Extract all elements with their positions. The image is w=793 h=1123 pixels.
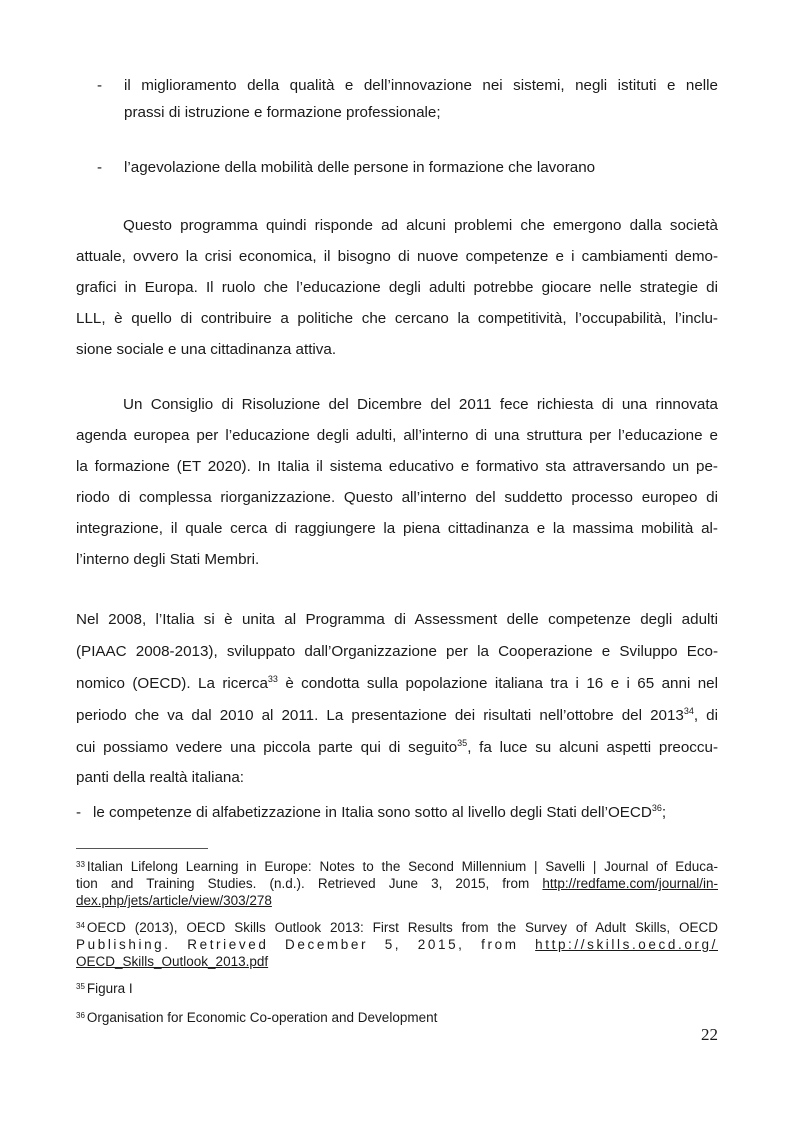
paragraph-line: riodo di complessa riorganizzazione. Questo all’interno del suddetto processo europeo di	[76, 489, 718, 506]
text-run: nomico (OECD). La ricerca	[76, 675, 268, 692]
footnote-separator	[76, 848, 208, 849]
paragraph-line: la formazione (ET 2020). In Italia il sistema educativo e formativo sta attraversando un pe-	[76, 458, 718, 475]
bullet-dash: -	[97, 77, 103, 94]
footnote-link[interactable]: OECD_Skills_Outlook_2013.pdf	[76, 954, 269, 969]
footnote-mark: 35	[76, 982, 85, 991]
footnote-line	[76, 875, 718, 892]
text-run: le competenze di alfabetizzazione in Italia sono sotto al livello degli Stati dell’OECD	[93, 804, 652, 821]
paragraph-line	[76, 700, 718, 732]
footnote-line	[76, 936, 718, 953]
bullet-line: il miglioramento della qualità e dell’innovazione nei sistemi, negli istituti e nelle	[124, 77, 718, 94]
bullet-line: l’agevolazione della mobilità delle persone in formazione che lavorano	[124, 159, 596, 176]
bullet-dash: -	[76, 804, 82, 821]
footnote-mark: 34	[76, 921, 85, 930]
text-run: , fa luce su alcuni aspetti preoccu-	[467, 739, 718, 756]
paragraph-line: grafici in Europa. Il ruolo che l’educazione degli adulti potrebbe giocare nelle strategie di	[76, 279, 718, 296]
footnote-link[interactable]: dex.php/jets/article/view/303/278	[76, 893, 272, 908]
paragraph-line: integrazione, il quale cerca di raggiungere la piena cittadinanza e la massima mobilità al-	[76, 520, 718, 537]
footnote-36	[76, 1009, 718, 1026]
footnote-mark: 36	[76, 1011, 85, 1020]
text-run: periodo che va dal 2010 al 2011. La presentazione dei risultati nell’ottobre del 2013	[76, 707, 684, 724]
footnote-link[interactable]: http://redfame.com/journal/in-	[542, 876, 718, 891]
footnote-33	[76, 858, 718, 875]
paragraph-line: sione sociale e una cittadinanza attiva.	[76, 341, 337, 358]
page-number: 22	[701, 1025, 718, 1044]
footnote-34	[76, 919, 718, 936]
bullet-line: prassi di istruzione e formazione professionale;	[124, 104, 441, 121]
footnote-mark: 33	[76, 860, 85, 869]
footnote-line	[76, 953, 718, 970]
footnote-text: tion and Training Studies. (n.d.). Retrieved June 3, 2015, from	[76, 876, 543, 891]
footnote-ref: 33	[267, 674, 278, 684]
paragraph-line	[76, 668, 718, 700]
paragraph-line: Questo programma quindi risponde ad alcuni problemi che emergono dalla società	[123, 217, 718, 234]
text-run: , di	[693, 707, 718, 724]
footnote-text: Figura I	[86, 981, 133, 996]
paragraph-line	[76, 732, 718, 764]
footnote-line	[76, 892, 718, 909]
footnote-text: Italian Lifelong Learning in Europe: Notes to the Second Millennium | Savelli | Journal of Educa-	[86, 859, 718, 874]
footnote-text: OECD (2013), OECD Skills Outlook 2013: First Results from the Survey of Adult Skills, OECD	[86, 920, 718, 935]
paragraph-line: LLL, è quello di contribuire a politiche che cercano la competitività, l’occupabilità, l’inclu-	[76, 310, 718, 327]
paragraph-line: panti della realtà italiana:	[76, 769, 245, 786]
paragraph-line: agenda europea per l’educazione degli adulti, all’interno di una struttura per l’educazione e	[76, 427, 718, 444]
text-run: ;	[661, 804, 667, 821]
text-run: è condotta sulla popolazione italiana tra i 16 e i 65 anni nel	[277, 675, 718, 692]
footnote-ref: 36	[651, 803, 662, 813]
paragraph-line: Nel 2008, l’Italia si è unita al Programma di Assessment delle competenze degli adulti	[76, 611, 718, 628]
footnote-ref: 34	[683, 706, 694, 716]
bullet-dash: -	[97, 159, 103, 176]
bullet-line	[93, 797, 718, 829]
paragraph-line: Un Consiglio di Risoluzione del Dicembre del 2011 fece richiesta di una rinnovata	[123, 396, 718, 413]
footnote-text: Publishing. Retrieved December 5, 2015, from	[76, 937, 536, 952]
footnote-35	[76, 980, 718, 997]
paragraph-line: attuale, ovvero la crisi economica, il bisogno di nuove competenze e i cambiamenti demo-	[76, 248, 718, 265]
text-run: cui possiamo vedere una piccola parte qui di seguito	[76, 739, 458, 756]
footnote-text: Organisation for Economic Co-operation and Development	[86, 1010, 438, 1025]
footnote-ref: 35	[457, 738, 468, 748]
paragraph-line: l’interno degli Stati Membri.	[76, 551, 260, 568]
footnote-link[interactable]: http://skills.oecd.org/	[535, 937, 718, 952]
paragraph-line: (PIAAC 2008-2013), sviluppato dall’Organizzazione per la Cooperazione e Sviluppo Eco-	[76, 643, 718, 660]
